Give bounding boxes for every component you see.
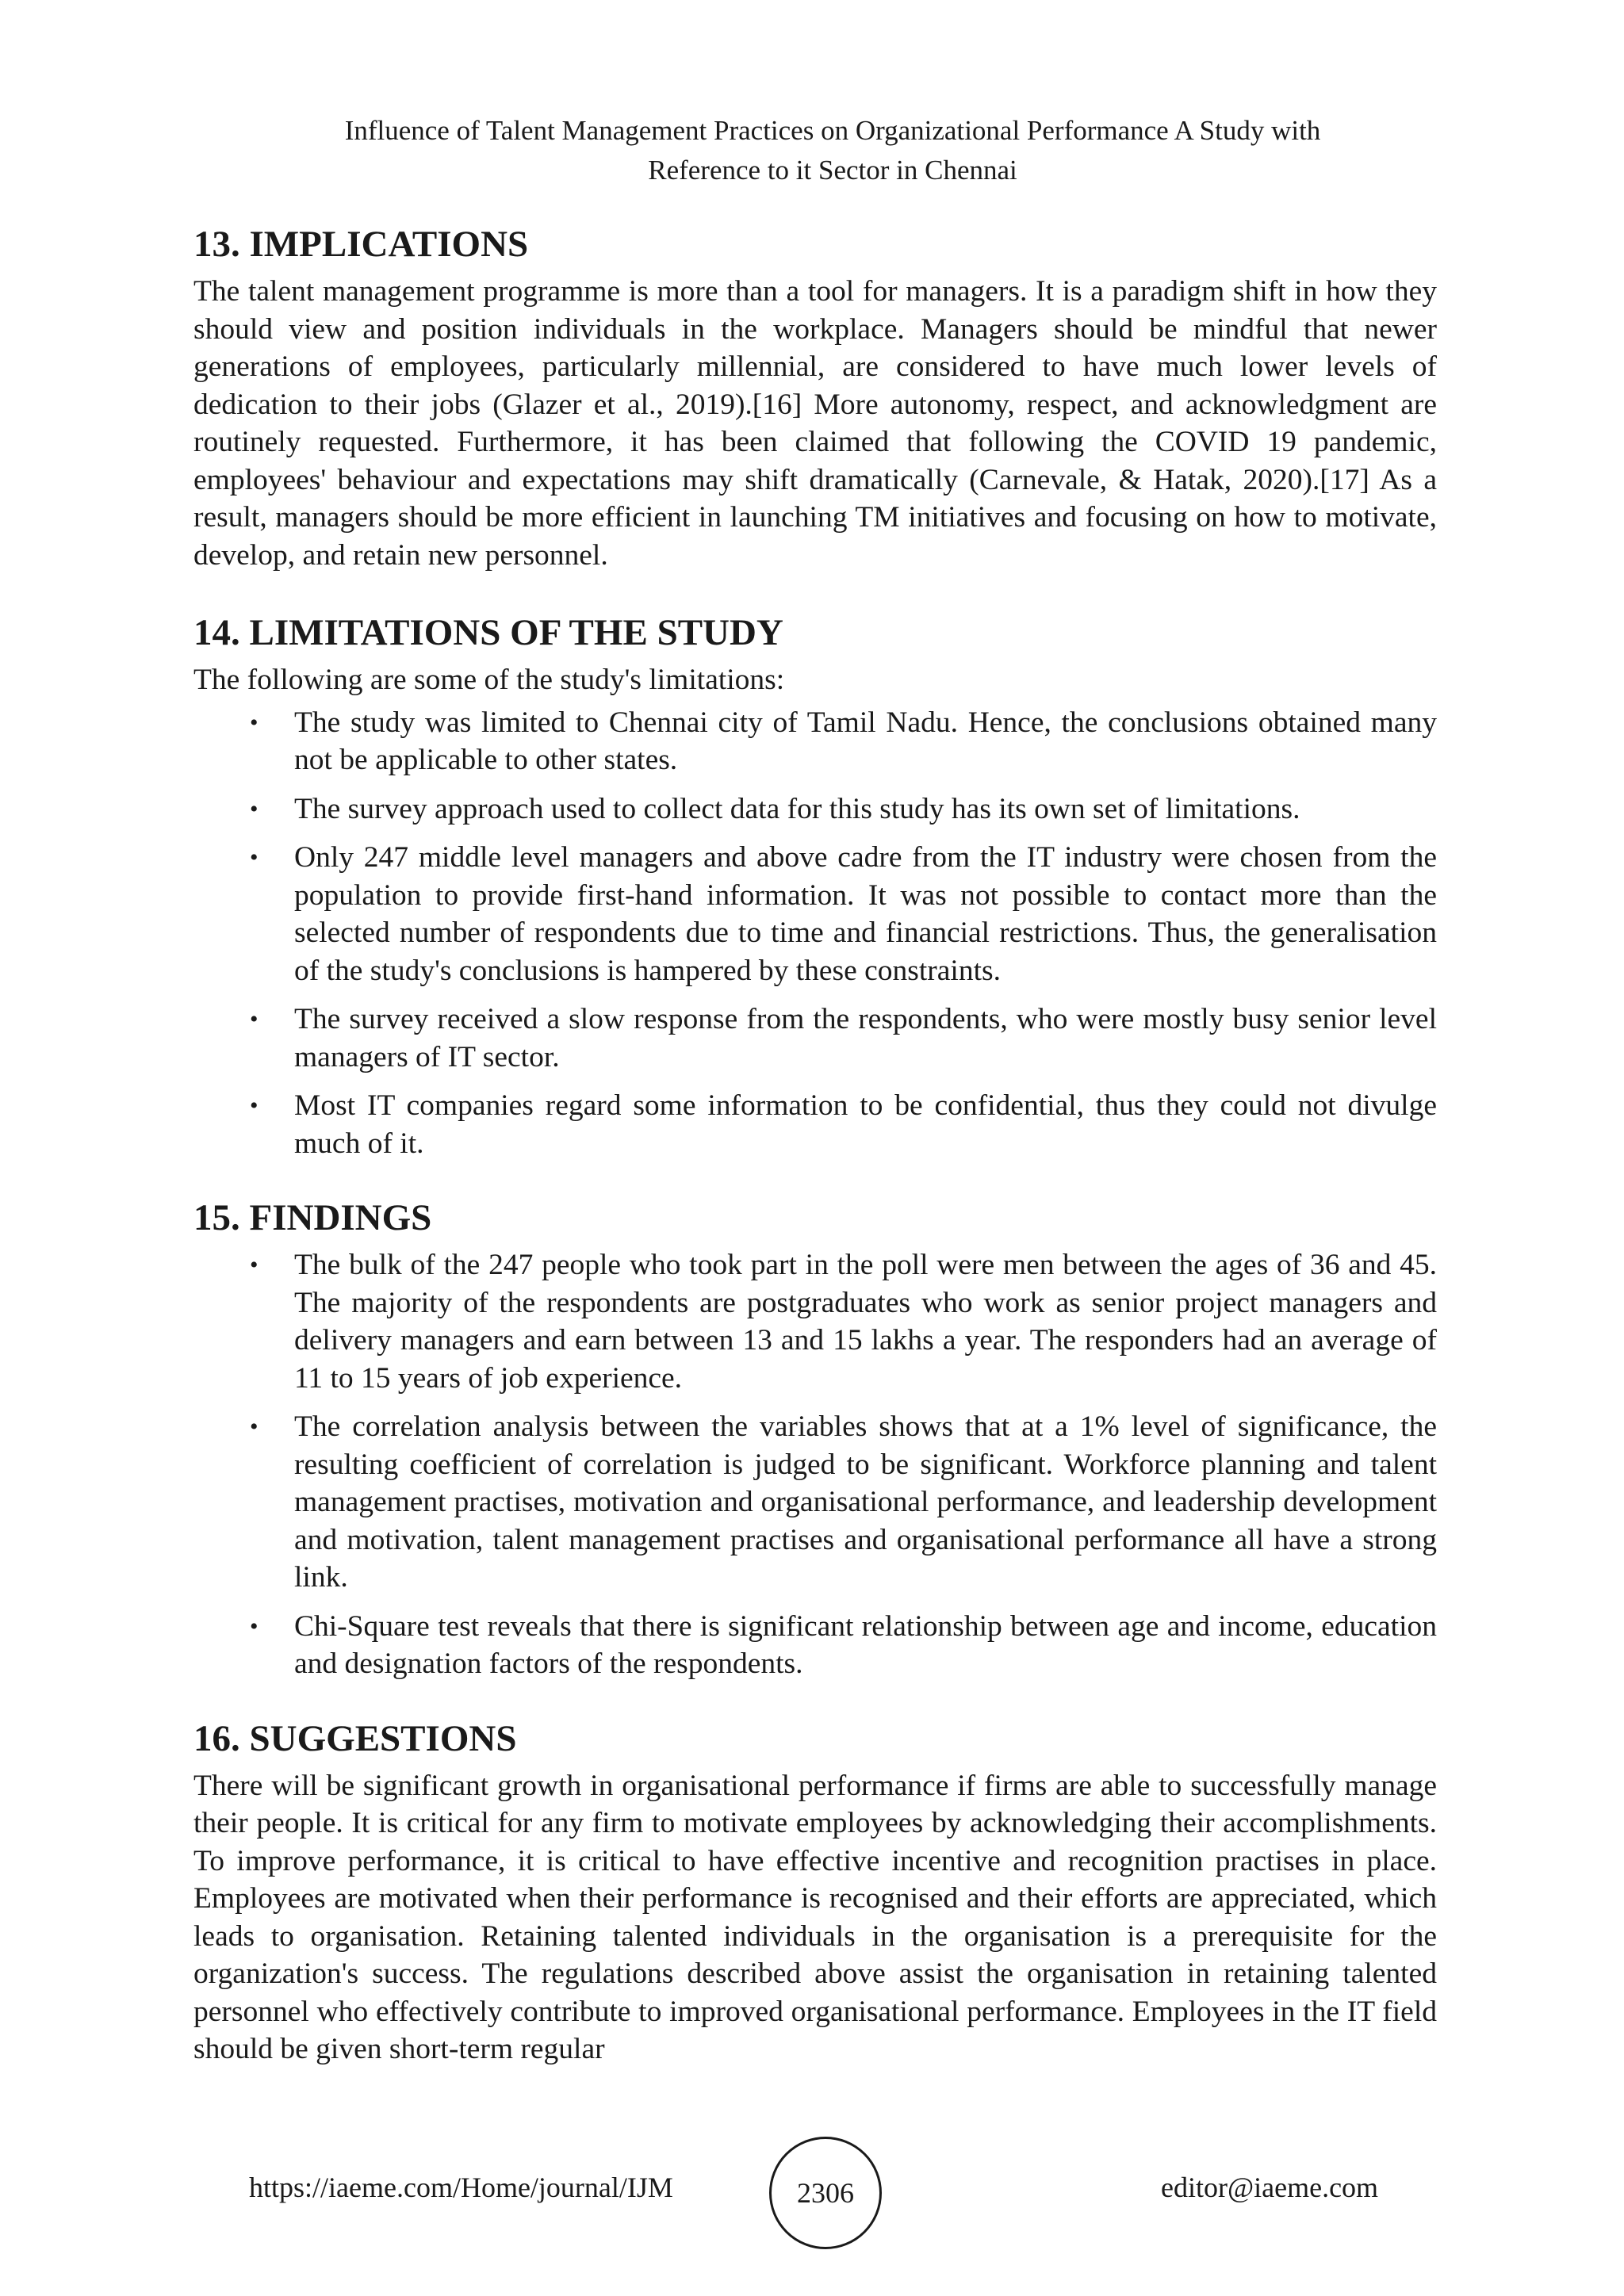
list-item-text: The study was limited to Chennai city of Tamil Nadu. Hence, the conclusions obtained many not be applicable to other states. xyxy=(294,706,1437,776)
running-header-line-1: Influence of Talent Management Practices on Organizational Performance A Study with xyxy=(344,115,1321,146)
bullet-icon: • xyxy=(250,1006,259,1032)
main-content xyxy=(193,220,1437,2103)
list-item-text: Only 247 middle level managers and above cadre from the IT industry were chosen from the population to provide first-hand information. It was not possible to contact more than the selected number of respondents due to time and financial restrictions. Thus, the generalisation of the study's conclusions is hampered by these constraints. xyxy=(294,841,1437,987)
section-heading-implications: 13. IMPLICATIONS xyxy=(193,224,529,265)
page-footer xyxy=(0,2137,1624,2248)
list-item xyxy=(193,1408,1437,1597)
bullet-icon: • xyxy=(250,844,259,871)
list-item xyxy=(193,704,1437,779)
limitations-list xyxy=(193,704,1437,1163)
implications-paragraph: The talent management programme is more than a tool for managers. It is a paradigm shift in how they should view and position individuals in the workplace. Managers should be mindful that newer generations of employees, particularly millennial, are considered to have much lower levels of dedication to their jobs (Glazer et al., 2019).[16] More autonomy, respect, and acknowledgment are routinely requested. Furthermore, it has been claimed that following the COVID 19 pandemic, employees' behaviour and expectations may shift dramatically (Carnevale, & Hatak, 2020).[17] As a result, managers should be more efficient in launching TM initiatives and focusing on how to motivate, develop, and retain new personnel. xyxy=(193,275,1437,572)
list-item xyxy=(193,1087,1437,1162)
section-suggestions xyxy=(193,1715,1437,2068)
list-item-text: The correlation analysis between the variables shows that at a 1% level of significance, the resulting coefficient of correlation is judged to be significant. Workforce planning and talent management practises, motivation and organisational performance, and leadership development and motivation, talent management practises and organisational performance all have a strong link. xyxy=(294,1410,1437,1594)
section-limitations xyxy=(193,609,1437,1162)
findings-list xyxy=(193,1246,1437,1683)
editor-email-link[interactable]: editor@iaeme.com xyxy=(1161,2172,1379,2203)
limitations-intro: The following are some of the study's limitations: xyxy=(193,664,785,696)
list-item-text: The survey approach used to collect data for this study has its own set of limitations. xyxy=(294,792,1300,825)
page-number: 2306 xyxy=(797,2177,854,2209)
page-number-badge xyxy=(769,2137,882,2249)
bullet-icon: • xyxy=(250,1252,259,1278)
section-findings xyxy=(193,1194,1437,1683)
list-item-text: The bulk of the 247 people who took part in the poll were men between the ages of 36 and 45. The majority of the respondents are postgraduates who work as senior project managers and delivery managers and earn between 13 and 15 lakhs a year. The responders had an average of 11 to 15 years of job experience. xyxy=(294,1249,1437,1395)
section-heading-suggestions: 16. SUGGESTIONS xyxy=(193,1717,517,1759)
list-item-text: Chi-Square test reveals that there is significant relationship between age and income, education and designation factors of the respondents. xyxy=(294,1609,1437,1680)
section-heading-limitations: 14. LIMITATIONS OF THE STUDY xyxy=(193,612,783,653)
section-heading-findings: 15. FINDINGS xyxy=(193,1197,432,1238)
journal-url-link[interactable]: https://iaeme.com/Home/journal/IJM xyxy=(249,2172,673,2203)
list-item-text: Most IT companies regard some information to be confidential, thus they could not divulge much of it. xyxy=(294,1089,1437,1160)
list-item xyxy=(193,1246,1437,1397)
running-header-line-2: Reference to it Sector in Chennai xyxy=(648,155,1017,186)
suggestions-paragraph: There will be significant growth in organisational performance if firms are able to successfully manage their people. It is critical for any firm to motivate employees by acknowledging their accomplishments. To improve performance, it is critical to have effective incentive and recognition practises in place. Employees are motivated when their performance is recognised and their efforts are appreciated, which leads to organisation. Retaining talented individuals in the organisation is a prerequisite for the organization's success. The regulations described above assist the organisation in retaining talented personnel who effectively contribute to improved organisational performance. Employees in the IT field should be given short-term regular xyxy=(193,1769,1437,2065)
list-item xyxy=(193,790,1437,828)
bullet-icon: • xyxy=(250,1093,259,1119)
list-item xyxy=(193,839,1437,989)
bullet-icon: • xyxy=(250,795,259,822)
bullet-icon: • xyxy=(250,1613,259,1640)
running-header xyxy=(159,111,1507,190)
section-implications xyxy=(193,220,1437,574)
list-item xyxy=(193,1608,1437,1683)
bullet-icon: • xyxy=(250,709,259,736)
list-item xyxy=(193,1001,1437,1076)
list-item-text: The survey received a slow response from the respondents, who were mostly busy senior level managers of IT sector. xyxy=(294,1003,1437,1073)
bullet-icon: • xyxy=(250,1414,259,1440)
